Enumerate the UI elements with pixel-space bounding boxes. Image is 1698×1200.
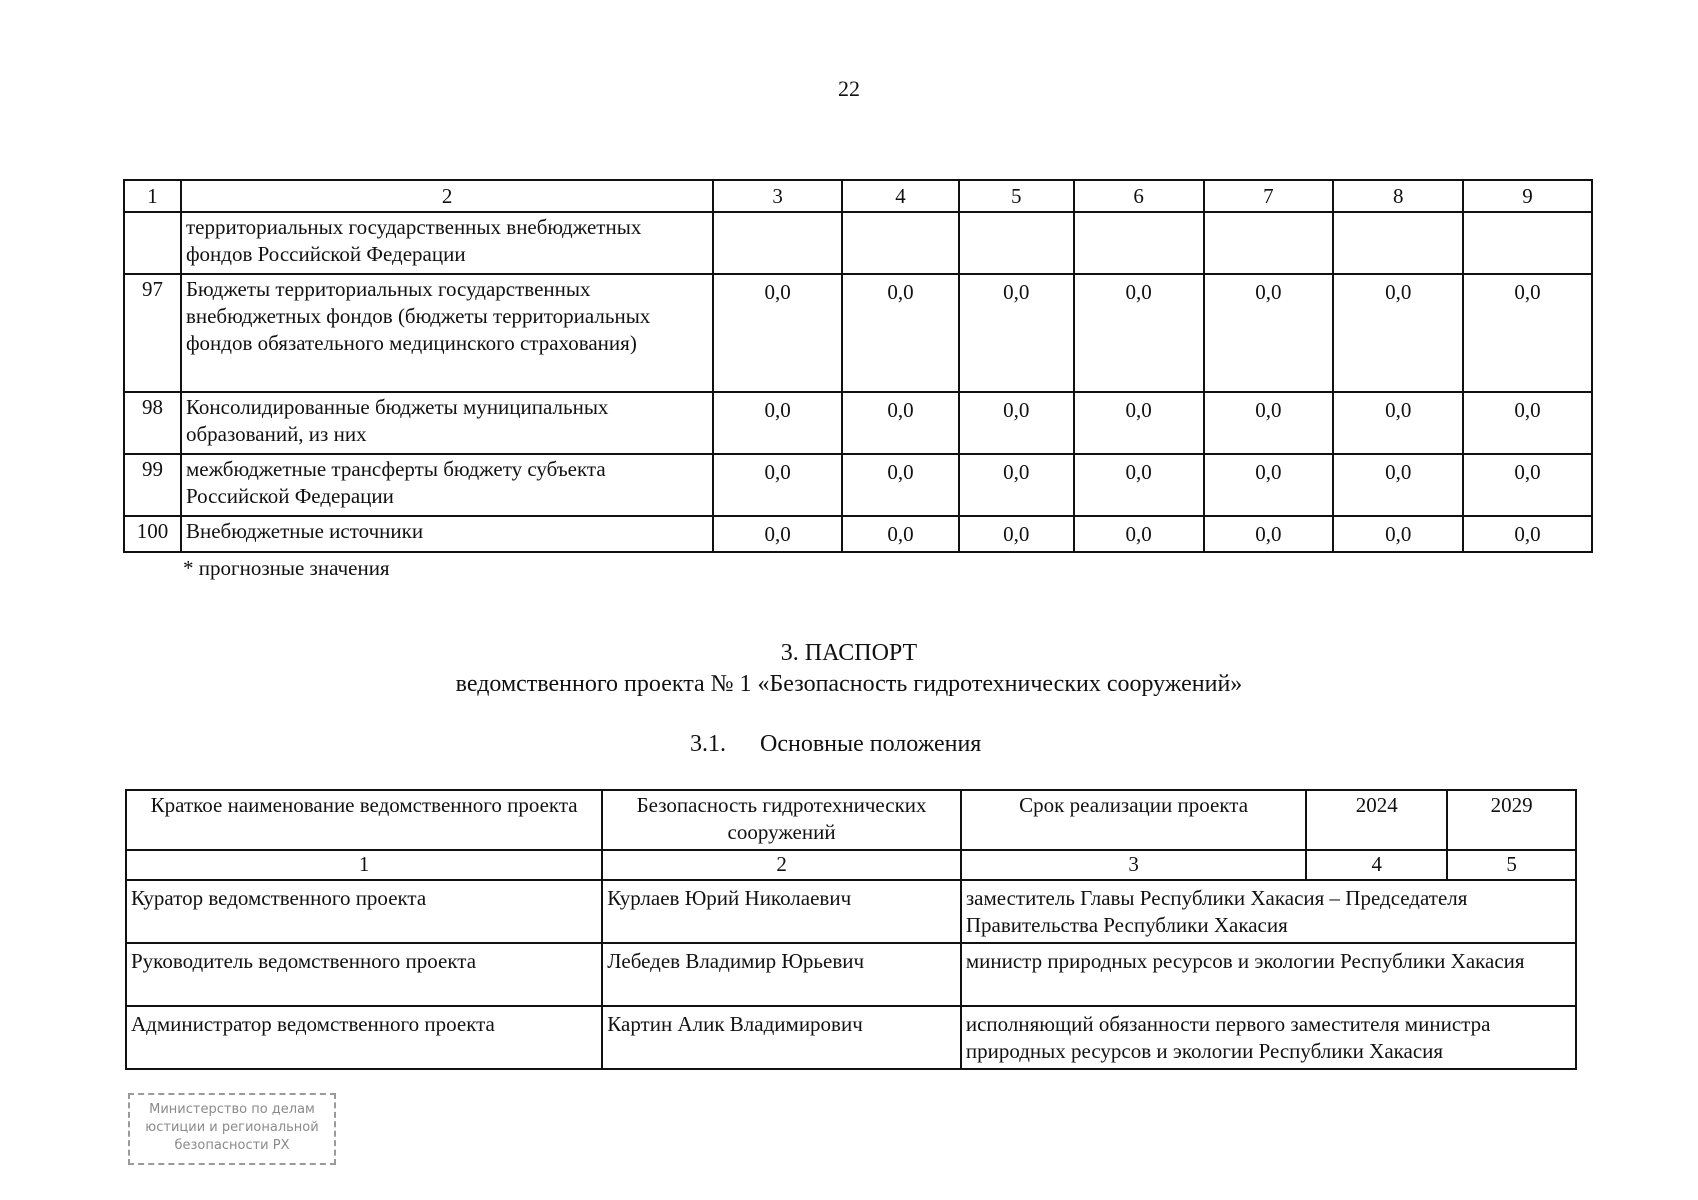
cell-value: 0,0 xyxy=(713,392,842,454)
cell-value: 0,0 xyxy=(959,274,1074,392)
col-header: 1 xyxy=(124,180,181,212)
person-name: Лебедев Владимир Юрьевич xyxy=(602,943,961,1006)
cell-value xyxy=(1204,212,1334,274)
col-number: 3 xyxy=(961,850,1306,880)
cell-value: 0,0 xyxy=(1333,516,1463,552)
table-row xyxy=(126,1006,1576,1069)
table-row xyxy=(124,516,1592,552)
table-header-row xyxy=(124,180,1592,212)
end-year: 2029 xyxy=(1447,790,1576,850)
col-header: 4 xyxy=(842,180,959,212)
stamp-line: Министерство по делам xyxy=(149,1102,315,1117)
row-number: 99 xyxy=(124,454,181,516)
cell-value xyxy=(713,212,842,274)
person-position: заместитель Главы Республики Хакасия – Председателя Правительства Республики Хакасия xyxy=(961,880,1576,943)
row-name: Консолидированные бюджеты муниципальных образований, из них xyxy=(181,392,713,454)
subsection-title: Основные положения xyxy=(760,731,982,757)
section-title: 3. ПАСПОРТ xyxy=(780,640,918,666)
cell-value xyxy=(959,212,1074,274)
role-label: Администратор ведомственного проекта xyxy=(126,1006,602,1069)
table-row xyxy=(124,212,1592,274)
col-header: 9 xyxy=(1463,180,1592,212)
cell-value: 0,0 xyxy=(1074,516,1204,552)
row-number xyxy=(124,212,181,274)
cell-value: 0,0 xyxy=(1204,454,1334,516)
col-header: 2 xyxy=(181,180,713,212)
table-row xyxy=(126,880,1576,943)
short-name-label: Краткое наименование ведомственного проекта xyxy=(126,790,602,850)
row-name: межбюджетные трансферты бюджету субъекта Российской Федерации xyxy=(181,454,713,516)
cell-value xyxy=(1463,212,1592,274)
registration-stamp xyxy=(128,1093,336,1165)
table-row xyxy=(126,943,1576,1006)
cell-value: 0,0 xyxy=(959,392,1074,454)
footnote: * прогнозные значения xyxy=(183,556,390,580)
person-name: Курлаев Юрий Николаевич xyxy=(602,880,961,943)
col-header: 6 xyxy=(1074,180,1204,212)
cell-value: 0,0 xyxy=(1333,392,1463,454)
cell-value xyxy=(1333,212,1463,274)
cell-value: 0,0 xyxy=(1204,516,1334,552)
cell-value: 0,0 xyxy=(1333,454,1463,516)
cell-value: 0,0 xyxy=(959,516,1074,552)
stamp-line: безопасности РХ xyxy=(174,1138,290,1153)
term-label: Срок реализации проекта xyxy=(961,790,1306,850)
cell-value: 0,0 xyxy=(1204,392,1334,454)
col-number: 1 xyxy=(126,850,602,880)
passport-table xyxy=(125,789,1577,1070)
financing-table xyxy=(123,179,1593,553)
cell-value: 0,0 xyxy=(842,392,959,454)
person-position: исполняющий обязанности первого заместителя министра природных ресурсов и экологии Республики Хакасия xyxy=(961,1006,1576,1069)
short-name-value: Безопасность гидротехнических сооружений xyxy=(602,790,961,850)
cell-value: 0,0 xyxy=(959,454,1074,516)
cell-value: 0,0 xyxy=(1074,454,1204,516)
cell-value: 0,0 xyxy=(1463,454,1592,516)
cell-value: 0,0 xyxy=(842,516,959,552)
column-numbers-row xyxy=(126,850,1576,880)
stamp-line: юстиции и региональной xyxy=(145,1120,319,1135)
cell-value: 0,0 xyxy=(842,274,959,392)
cell-value: 0,0 xyxy=(713,274,842,392)
role-label: Руководитель ведомственного проекта xyxy=(126,943,602,1006)
start-year: 2024 xyxy=(1306,790,1447,850)
table-row xyxy=(124,392,1592,454)
cell-value: 0,0 xyxy=(1463,274,1592,392)
row-number: 98 xyxy=(124,392,181,454)
page-number: 22 xyxy=(838,76,860,101)
cell-value: 0,0 xyxy=(1333,274,1463,392)
cell-value: 0,0 xyxy=(842,454,959,516)
subsection-heading xyxy=(690,731,981,758)
col-number: 4 xyxy=(1306,850,1447,880)
col-header: 8 xyxy=(1333,180,1463,212)
role-label: Куратор ведомственного проекта xyxy=(126,880,602,943)
subsection-number: 3.1. xyxy=(690,731,726,757)
cell-value: 0,0 xyxy=(713,454,842,516)
cell-value xyxy=(1074,212,1204,274)
row-number: 100 xyxy=(124,516,181,552)
cell-value: 0,0 xyxy=(1463,516,1592,552)
person-position: министр природных ресурсов и экологии Республики Хакасия xyxy=(961,943,1576,1006)
row-name: территориальных государственных внебюджетных фондов Российской Федерации xyxy=(181,212,713,274)
row-name: Внебюджетные источники xyxy=(181,516,713,552)
person-name: Картин Алик Владимирович xyxy=(602,1006,961,1069)
cell-value: 0,0 xyxy=(1074,274,1204,392)
cell-value: 0,0 xyxy=(1204,274,1334,392)
cell-value: 0,0 xyxy=(1074,392,1204,454)
col-header: 7 xyxy=(1204,180,1334,212)
row-name: Бюджеты территориальных государственных внебюджетных фондов (бюджеты территориальных фондов обязательного медицинского страхования) xyxy=(181,274,713,392)
cell-value: 0,0 xyxy=(1463,392,1592,454)
cell-value: 0,0 xyxy=(713,516,842,552)
table-row xyxy=(124,274,1592,392)
cell-value xyxy=(842,212,959,274)
section-subtitle: ведомственного проекта № 1 «Безопасность гидротехнических сооружений» xyxy=(455,671,1243,697)
row-number: 97 xyxy=(124,274,181,392)
col-number: 5 xyxy=(1447,850,1576,880)
passport-header-row xyxy=(126,790,1576,850)
col-number: 2 xyxy=(602,850,961,880)
table-row xyxy=(124,454,1592,516)
col-header: 5 xyxy=(959,180,1074,212)
col-header: 3 xyxy=(713,180,842,212)
